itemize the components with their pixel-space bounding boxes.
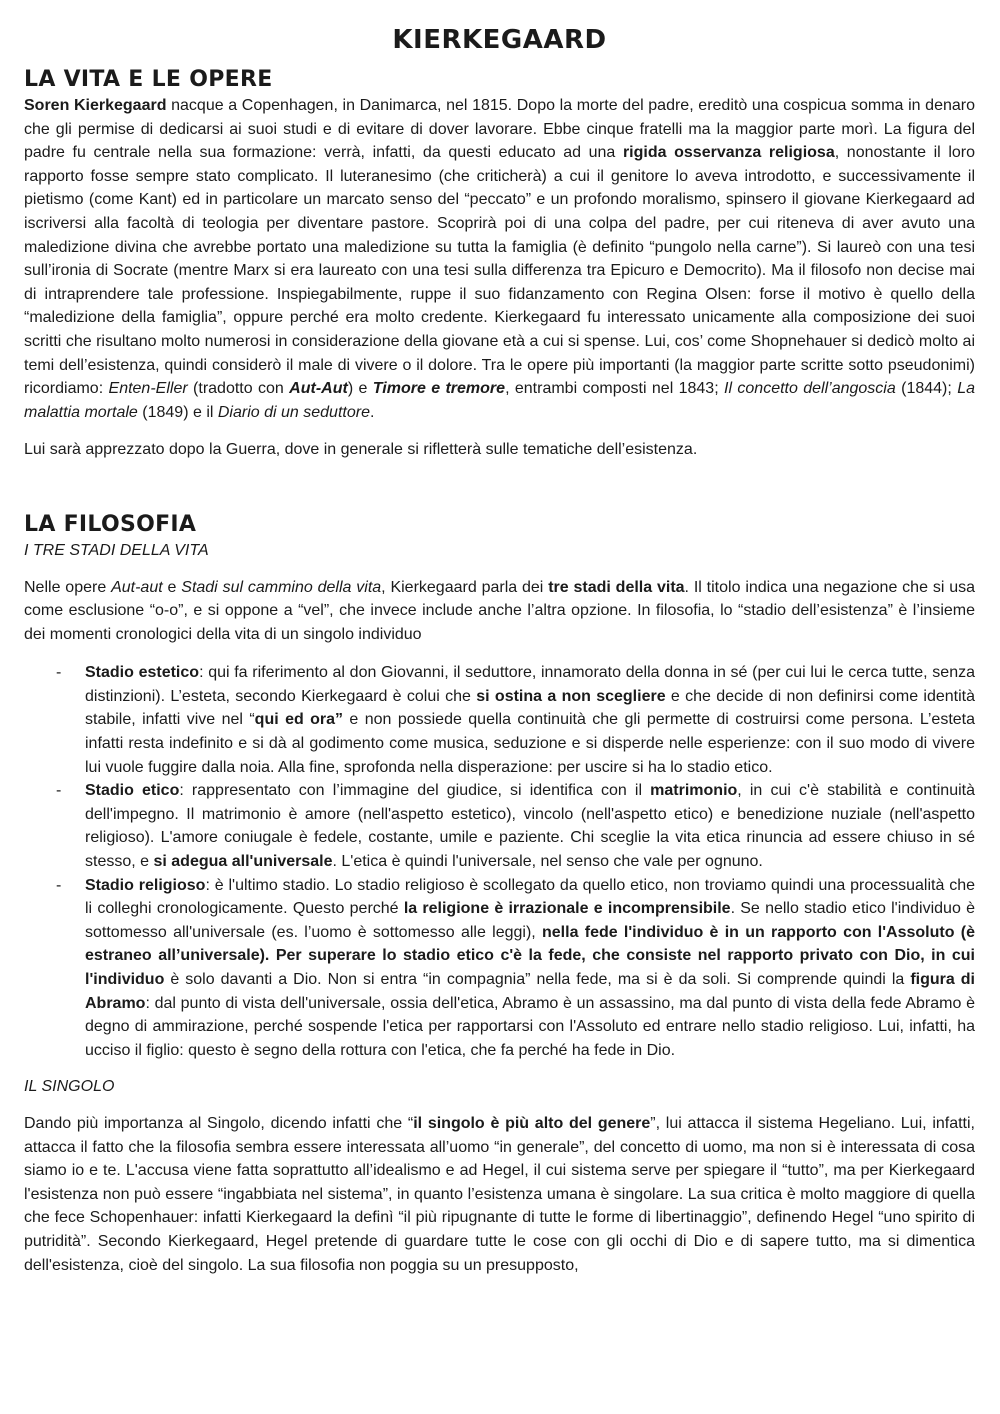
stage-text: [85, 877, 975, 1059]
text-run: (1844);: [895, 380, 958, 398]
text-run: Nelle opere: [24, 578, 112, 596]
emphasis-run: Il concetto dell’angoscia: [724, 380, 896, 398]
stages-list: [24, 661, 975, 1062]
emphasis-run: La malattia mortale: [24, 380, 975, 421]
text-run: , in cui c'è stabilità e continuità dell'impegno. Il matrimonio è amore (nell'aspetto estetico), vincolo (nell'aspetto etico) e benedizione nuziale (nell'aspetto religioso). L'amore coniugale è fedele, costante, umile e paziente. Chi sceglie la vita etica rinuncia ad essere chiuso in sé stesso, e: [85, 782, 975, 871]
subheading-tre-stadi: I TRE STADI DELLA VITA: [24, 541, 209, 559]
text-run: ”, lui attacca il sistema Hegeliano. Lui, infatti, attacca il fatto che la filosofia sembra essere interessata all’uomo “in generale”, del concetto di uomo, ma non si è interessata di cosa siamo io e te. L'accusa viene fatta soprattutto all’idealismo e ad Hegel, il cui sistema serve per spiegare il “tutto”, ma per Kierkegaard l'esistenza non può essere “ingabbiata nel sistema”, in quanto l’esistenza umana è singolare. La sua critica è molto maggiore di quella che fece Schopenhauer: infatti Kierkegaard la definì “il più ripugnante di tutte le forme di libertinaggio”, definendo Hegel “uno spirito di putridità”. Secondo Kierkegaard, Hegel pretende di guardare tutte le cose con gli occhi di Dio e di sapere tutto, ma si dimentica dell'esistenza, cioè del singolo. La sua filosofia non poggia su un presupposto,: [24, 1114, 976, 1274]
text-run: : dal punto di vista dell'universale, ossia dell'etica, Abramo è un assassino, ma dal punto di vista della fede Abramo è degno di ammirazione, perché sospende l'etica per rapportarsi con l'Assoluto ed entrare nello stadio religioso. Lui, infatti, ha ucciso il figlio: questo è segno della rottura con l'etica, che fa perché ha fede in Dio.: [85, 994, 975, 1059]
text-run: . L'etica è quindi l'universale, nel senso che vale per ognuno.: [332, 853, 763, 871]
list-item-stadio-estetico: [24, 661, 975, 779]
stage-text: [85, 664, 975, 775]
stage-text: [85, 782, 975, 870]
section-heading-vita-opere: LA VITA E LE OPERE: [24, 67, 273, 92]
emphasis-run: la religione è irrazionale e incomprensibile: [403, 900, 731, 918]
bullet-dash: -: [56, 664, 62, 682]
text-run: , Kierkegaard parla dei: [381, 578, 549, 596]
text-run: : rappresentato con l’immagine del giudice, si identifica con il: [179, 782, 651, 800]
emphasis-run: Stadio estetico: [85, 664, 200, 682]
text-run: è solo davanti a Dio. Non si entra “in compagnia” nella fede, ma si è da soli. Si comprende quindi la: [164, 971, 911, 988]
text-run: Dando più importanza al Singolo, dicendo infatti che “: [24, 1114, 414, 1132]
paragraph-apprezzato: Lui sarà apprezzato dopo la Guerra, dove in generale si rifletterà sulle tematiche dell’esistenza.: [24, 441, 698, 459]
subheading-singolo: IL SINGOLO: [24, 1078, 115, 1096]
emphasis-run: Aut-Aut: [289, 380, 348, 398]
emphasis-run: si ostina a non scegliere: [476, 687, 666, 705]
text-run: e: [162, 578, 182, 596]
emphasis-run: qui ed ora”: [254, 711, 344, 729]
document-page: [24, 22, 975, 1277]
emphasis-run: matrimonio: [650, 782, 738, 800]
text-run: ) e: [347, 380, 373, 398]
emphasis-run: il singolo è più alto del genere: [413, 1114, 651, 1132]
paragraph-vita: [24, 94, 975, 424]
text-run: : qui fa riferimento al don Giovanni, il seduttore, innamorato della donna in sé (per cui lui le cerca tutte, senza distinzioni). L’esteta, secondo Kierkegaard è colui che: [85, 664, 976, 705]
emphasis-run: rigida osservanza religiosa: [622, 144, 835, 162]
text-run: .: [369, 403, 375, 421]
text-run: . Se nello stadio etico l'individuo è sottomesso all'universale (es. l’uomo è sottomesso alle leggi),: [85, 900, 975, 941]
emphasis-run: nella fede l'individuo è in un rapporto con l'Assoluto (è estraneo all’universale). Per superare lo stadio etico c'è la fede, che consiste nel rapporto privato con Dio, in cui l'individuo: [85, 923, 975, 988]
list-item-stadio-etico: [24, 779, 975, 873]
emphasis-run: Diario di un seduttore: [217, 403, 370, 421]
emphasis-run: Stadi sul cammino della vita: [181, 578, 382, 596]
emphasis-run: figura di Abramo: [85, 971, 976, 1012]
text-run: e non possiede quella continuità che gli permette di costruirsi come persona. L’esteta infatti resta indefinito e si dà al godimento come musica, seduzione e si disperde nelle esperienze: con il suo modo di vivere lui vuole fuggire dalla noia. Alla fine, sprofonda nella disperazione: per uscire si ha lo stadio etico.: [85, 711, 975, 776]
text-run: e che decide di non definirsi come identità stabile, infatti vive nel “: [85, 687, 975, 729]
section-heading-filosofia: LA FILOSOFIA: [24, 511, 197, 537]
paragraph-intro-stadi: [24, 576, 975, 647]
emphasis-run: Stadio etico: [85, 782, 180, 800]
text-run: (tradotto con: [187, 380, 290, 398]
emphasis-run: Enten-Eller: [108, 380, 188, 398]
paragraph-singolo: [24, 1112, 975, 1277]
text-run: nacque a Copenhagen, in Danimarca, nel 1815. Dopo la morte del padre, ereditò una cospicua somma in denaro che gli permise di dedicarsi ai suoi studi e di evitare di dover lavorare. Ebbe cinque fratelli ma la maggior parte morì. La figura del padre fu centrale nella sua formazione: verrà, infatti, da questi educato ad una: [24, 97, 976, 162]
text-run: , nonostante il loro rapporto fosse sempre stato complicato. Il luteranesimo (che criticherà) a cui il genitore lo aveva introdotto, e successivamente il pietismo (come Kant) ed in particolare un marcato senso del “peccato” e un profondo moralismo, spinsero il giovane Kierkegaard ad iscriversi alla facoltà di teologia per diventare pastore. Scoprirà poi di una colpa del padre, per cui riteneva di aver avuto una maledizione divina che avrebbe portato una maledizione su tutta la famiglia (è definito “pungolo nella carne”). Si laureò con una tesi sull’ironia di Socrate (mentre Marx si era laureato con una tesi sulla differenza tra Epicuro e Democrito). Ma il filosofo non decise mai di intraprendere tale professione. Inspiegabilmente, ruppe il suo fidanzamento con Regina Olsen: forse il motivo è quello della “maledizione della famiglia”, oppure perché era molto credente. Kierkegaard fu interessato unicamente alla composizione dei suoi scritti che risultano molto numerosi in considerazione della giovane età a cui si spense. Lui, cos’ come Shopnehauer si dedicò molto ai temi dell’esistenza, quindi considerò il male di vivere o il dolore. Tra le opere più importanti (la maggior parte scritte sotto pseudonimi) ricordiamo:: [24, 144, 976, 398]
emphasis-run: Stadio religioso: [85, 876, 206, 894]
emphasis-run: Aut-aut: [111, 578, 163, 596]
text-run: : è l'ultimo stadio. Lo stadio religioso è scollegato da quello etico, non troviamo quindi una processualità che li colleghi cronologicamente. Questo perché: [85, 876, 976, 918]
bullet-dash: -: [56, 876, 62, 894]
emphasis-run: Soren Kierkegaard: [24, 97, 167, 114]
text-run: , entrambi composti nel 1843;: [505, 380, 725, 398]
emphasis-run: Timore e tremore: [372, 380, 506, 398]
document-title: KIERKEGAARD: [392, 25, 607, 55]
emphasis-run: si adegua all'universale: [153, 853, 333, 871]
emphasis-run: tre stadi della vita: [548, 578, 685, 596]
text-run: (1849) e il: [137, 403, 218, 421]
text-run: . Il titolo indica una negazione che si usa come esclusione “o-o”, e si oppone a “vel”, che invece include anche l’altra opzione. In filosofia, lo “stadio dell’esistenza” è l’insieme dei momenti cronologici della vita di un singolo individuo: [24, 578, 976, 643]
list-item-stadio-religioso: [24, 874, 975, 1063]
bullet-dash: -: [56, 782, 62, 800]
